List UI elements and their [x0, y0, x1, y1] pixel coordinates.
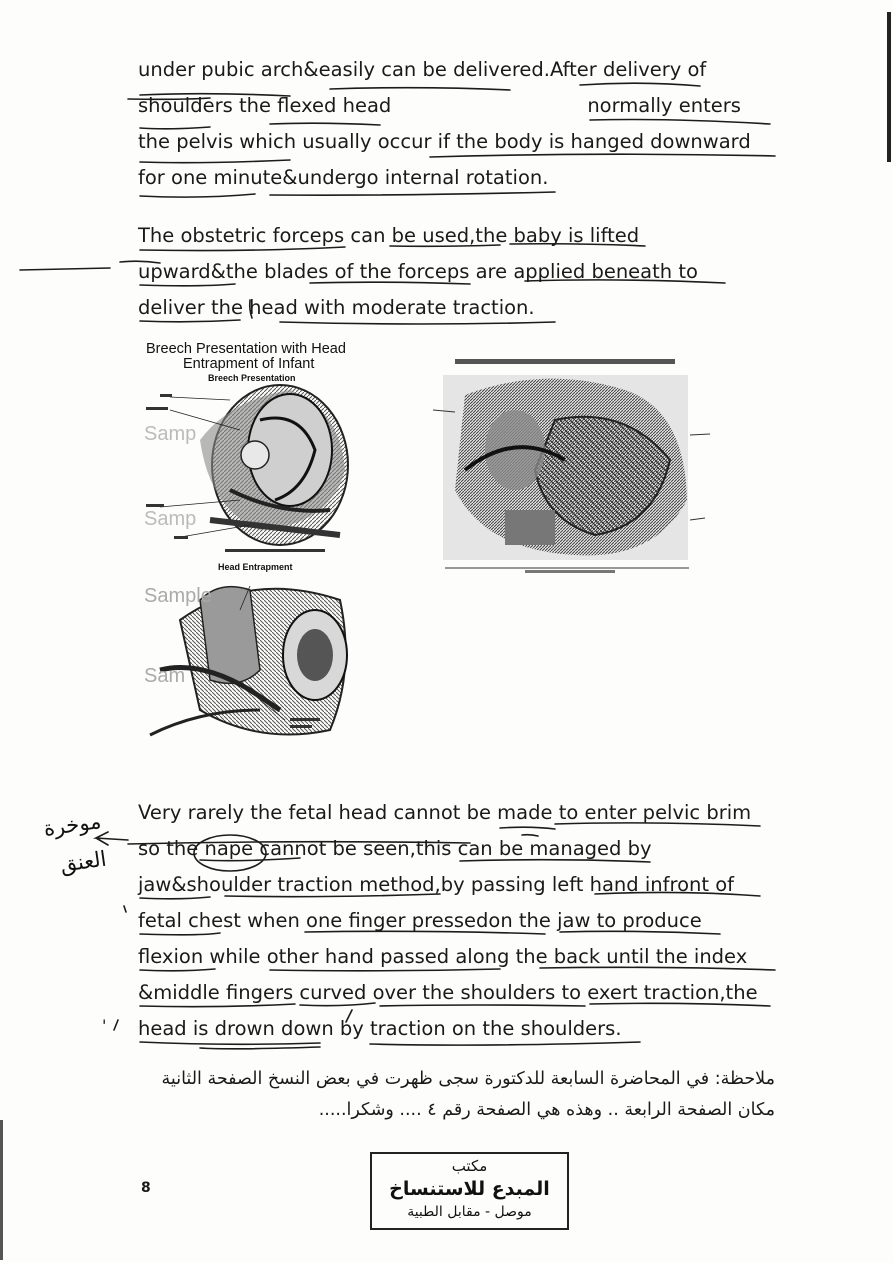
text-line: upward&the blades of the forceps are applied beneath to: [138, 260, 698, 283]
margin-note-line: موخرة: [42, 809, 103, 841]
text-line: head is drown down by traction on the shoulders.: [138, 1017, 622, 1040]
scan-edge-left: [0, 1120, 3, 1260]
paragraph-jaw-shoulder-traction: [138, 795, 798, 1047]
stamp-line: مكتب: [451, 1157, 488, 1175]
text-line: under pubic arch&easily can be delivered.After delivery of: [138, 58, 707, 81]
text-line: fetal chest when one finger pressedon the jaw to produce: [138, 909, 702, 932]
text-segment: shoulders the flexed head: [138, 94, 392, 117]
text-line: the pelvis which usually occur if the body is hanged downward: [138, 130, 751, 153]
figure-subtitle: Breech Presentation: [208, 373, 296, 383]
svg-text:Sample: Sample: [144, 585, 212, 607]
margin-note-line: العنق: [58, 846, 108, 877]
head-entrapment-illustration: [140, 560, 355, 755]
text-line: so the nape cannot be seen,this can be managed by: [138, 837, 652, 860]
arabic-footnote: ملاحظة: في المحاضرة السابعة للدكتورة سجى ظهرت في بعض النسخ الصفحة الثانية مكان الصفحة الرابعة .. وهذه هي الصفحة رقم ٤ .... وشكرا.....: [161, 1069, 775, 1120]
text-line: &middle fingers curved over the shoulders to exert traction,the: [138, 981, 758, 1004]
paragraph-head-delivery: [138, 52, 798, 196]
page-number: 8: [141, 1180, 151, 1196]
text-line: jaw&shoulder traction method,by passing left hand infront of: [138, 873, 735, 896]
figure-title-line-2: Entrapment of Infant: [183, 356, 315, 372]
handwritten-margin-note: [9, 802, 109, 890]
text-line: deliver the head with moderate traction.: [138, 296, 535, 319]
text-line: flexion while other hand passed along the back until the index: [138, 945, 748, 968]
scan-edge-right: [887, 12, 891, 162]
text-line: [138, 88, 798, 124]
text-line: for one minute&undergo internal rotation.: [138, 166, 549, 189]
breech-presentation-scan-illustration: [425, 350, 715, 575]
stamp-line: موصل - مقابل الطبية: [407, 1204, 532, 1220]
figure-subtitle: Head Entrapment: [218, 562, 293, 572]
figure-title-line-1: Breech Presentation with Head: [146, 341, 346, 357]
text-line: The obstetric forceps can be used,the baby is lifted: [138, 224, 640, 247]
pen-mark: ': [102, 1016, 107, 1035]
svg-text:Samp: Samp: [144, 508, 197, 530]
paragraph-forceps: [138, 218, 798, 326]
text-segment: normally enters: [587, 94, 741, 117]
stamp-line: المبدع للاستنساخ: [389, 1178, 550, 1200]
text-line: Very rarely the fetal head cannot be made to enter pelvic brim: [138, 801, 752, 824]
copy-shop-stamp: [370, 1152, 569, 1230]
svg-text:Sam: Sam: [144, 665, 186, 687]
svg-text:Samp: Samp: [144, 423, 197, 445]
